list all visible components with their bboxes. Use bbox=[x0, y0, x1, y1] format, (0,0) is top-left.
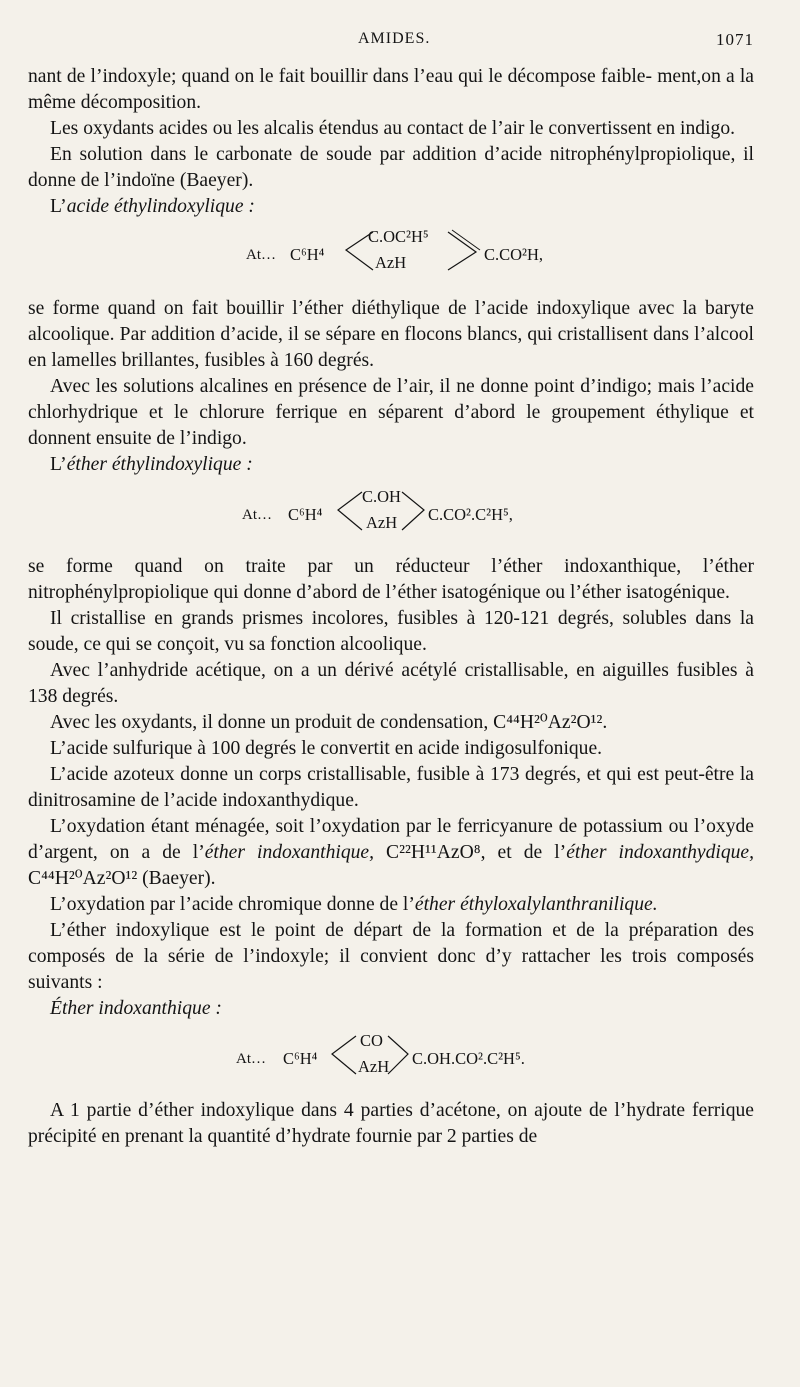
paragraph: L’éther indoxylique est le point de départ de la formation et de la préparation des composés de la série de l’indoxyle; il convient donc d’y rattacher les trois composés suivants : bbox=[28, 920, 754, 993]
paragraph: Avec les solutions alcalines en présence de l’air, il ne donne point d’indigo; mais l’acide chlorhydrique et le chlorure ferrique en séparent d’abord le groupement éthylique et donnent ensuite de l’indigo. bbox=[28, 376, 754, 449]
formula-ring-bonds bbox=[28, 478, 754, 554]
running-title: AMIDES. bbox=[358, 30, 431, 47]
paragraph: nant de l’indoxyle; quand on le fait bouillir dans l’eau qui le décompose faible- ment,on a la même décomposition. bbox=[28, 66, 754, 113]
paragraph: Les oxydants acides ou les alcalis étendus au contact de l’air le convertissent en indigo. bbox=[50, 118, 736, 139]
paragraph: Avec les oxydants, il donne un produit de condensation, C⁴⁴H²⁰Az²O¹². bbox=[50, 712, 608, 733]
paragraph: L’oxydation par l’acide chromique donne de l’éther éthyloxalylanthranilique. bbox=[50, 894, 658, 915]
paragraph: Avec l’anhydride acétique, on a un dérivé acétylé cristallisable, en aiguilles fusibles à 138 degrés. bbox=[28, 660, 754, 707]
page-header bbox=[28, 30, 754, 52]
section-heading: Éther indoxanthique : bbox=[50, 998, 222, 1019]
formula-ethyl-indoxylic-ether: At… C⁶H⁴ C.OH AzH C.CO².C²H⁵, bbox=[28, 478, 754, 554]
paragraph: L’oxydation étant ménagée, soit l’oxydation par le ferricyanure de potassium ou l’oxyde d’argent, on a de l’éther indoxanthique, C²²H¹¹AzO⁸, et de l’éther indoxanthydique, C⁴⁴H²⁰Az²O¹² (Baeyer). bbox=[28, 816, 755, 889]
formula-ring-bonds bbox=[28, 1022, 754, 1098]
body-text bbox=[28, 64, 754, 1150]
paragraph: se forme quand on traite par un réducteur l’éther indoxanthique, l’éther nitrophénylpropiolique qui donne d’abord de l’éther isatogénique ou l’éther isatogénique. bbox=[28, 556, 754, 603]
section-heading: L’éther éthylindoxylique : bbox=[50, 454, 253, 475]
section-heading: L’acide éthylindoxylique : bbox=[50, 196, 255, 217]
page-number: 1071 bbox=[716, 30, 754, 49]
formula-ethylindoxylic-acid: At… C⁶H⁴ C.OC²H⁵ AzH C.CO²H, bbox=[28, 220, 754, 296]
formula-indoxanthic-ether: At… C⁶H⁴ CO AzH C.OH.CO².C²H⁵. bbox=[28, 1022, 754, 1098]
paragraph: En solution dans le carbonate de soude par addition d’acide nitrophénylpropiolique, il donne de l’indoïne (Baeyer). bbox=[28, 144, 754, 191]
paragraph: Il cristallise en grands prismes incolores, fusibles à 120-121 degrés, solubles dans la soude, ce qui se conçoit, vu sa fonction alcoolique. bbox=[28, 608, 754, 655]
paragraph: L’acide azoteux donne un corps cristallisable, fusible à 173 degrés, et qui est peut-être la dinitrosamine de l’acide indoxanthydique. bbox=[28, 764, 754, 811]
paragraph: A 1 partie d’éther indoxylique dans 4 parties d’acétone, on ajoute de l’hydrate ferrique précipité en prenant la quantité d’hydrate fournie par 2 parties de bbox=[28, 1100, 754, 1147]
paragraph: L’acide sulfurique à 100 degrés le convertit en acide indigosulfonique. bbox=[50, 738, 603, 759]
paragraph: se forme quand on fait bouillir l’éther diéthylique de l’acide indoxylique avec la baryte alcoolique. Par addition d’acide, il se sépare en flocons blancs, qui cristallisent dans l’alcool en lamelles brillantes, fusibles à 160 degrés. bbox=[28, 298, 754, 371]
formula-ring-bonds bbox=[28, 220, 754, 296]
